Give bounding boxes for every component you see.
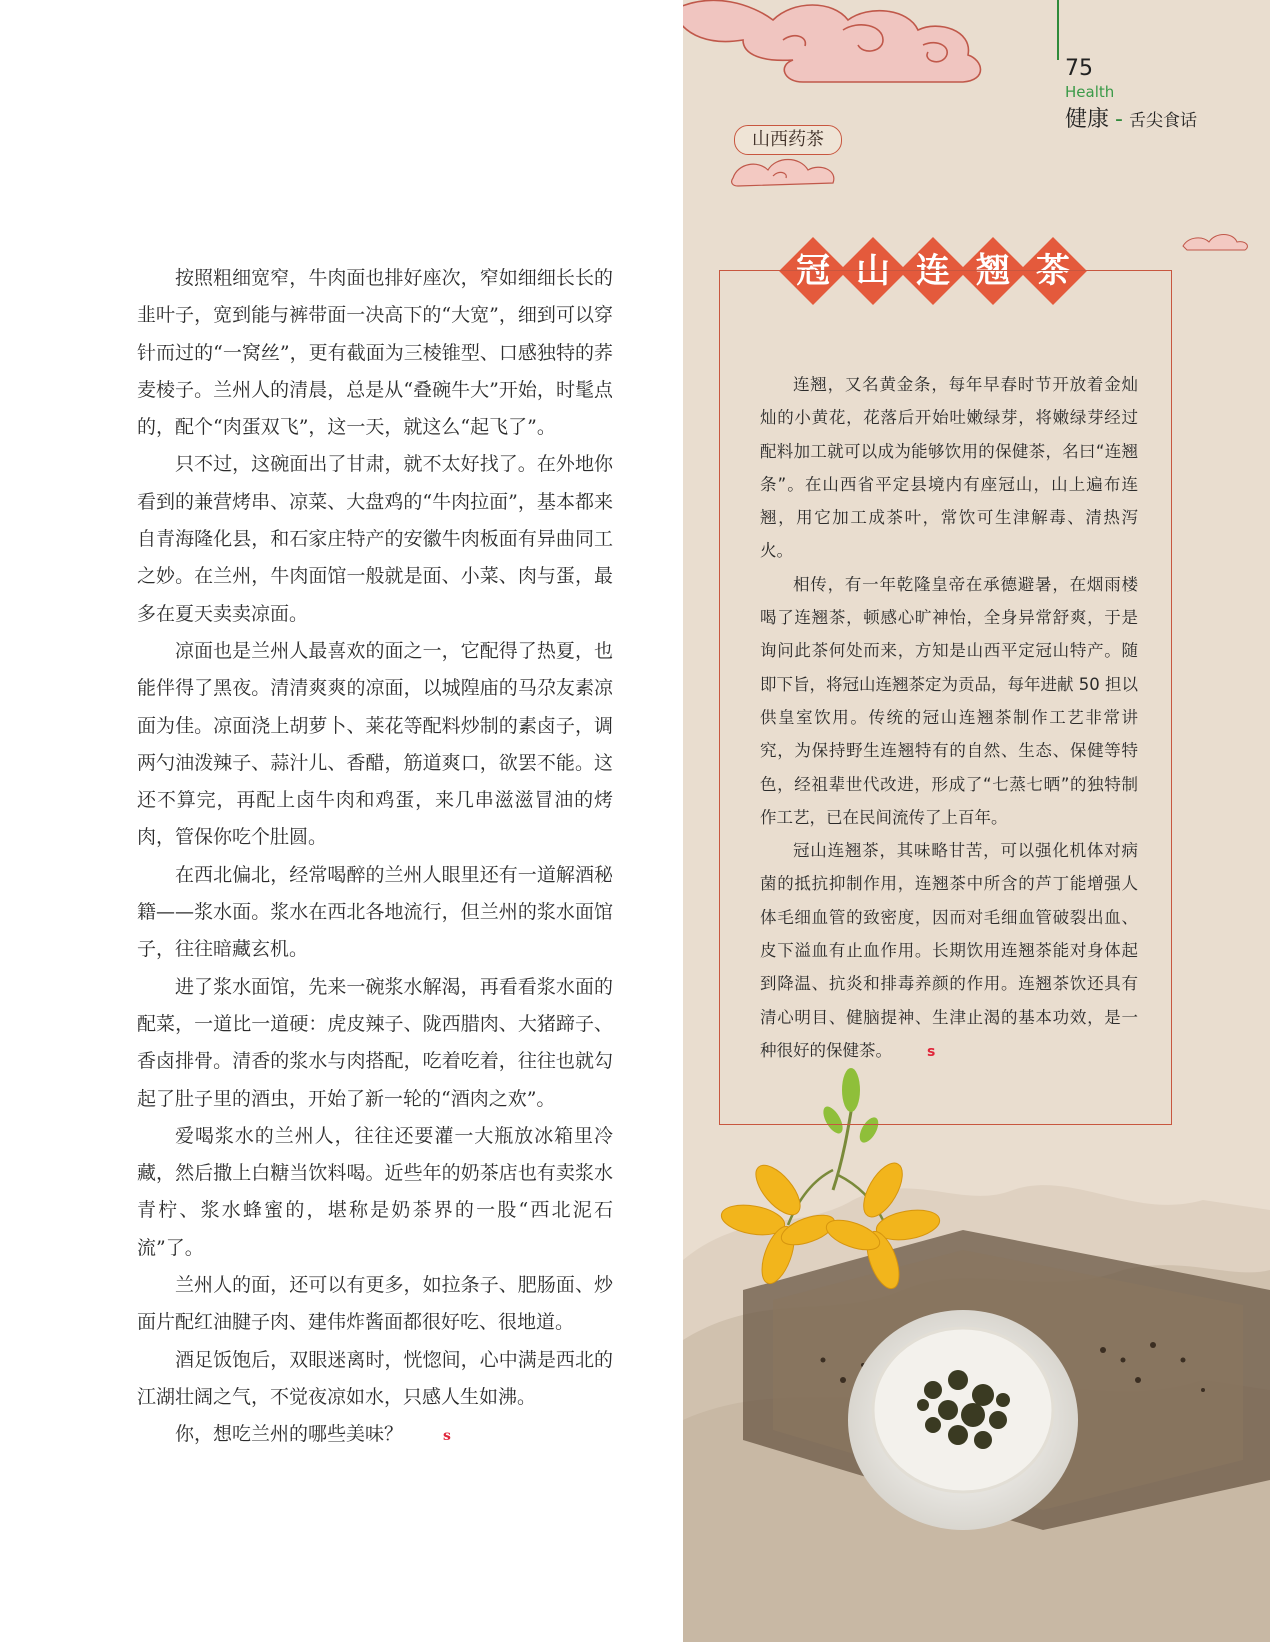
title-char: 冠 xyxy=(796,251,830,291)
box-end-mark-icon: s xyxy=(927,1043,936,1060)
box-paragraph: 连翘，又名黄金条，每年早春时节开放着金灿灿的小黄花，花落后开始吐嫩绿芽，将嫩绿芽经过配料加工就可以成为能够饮用的保健茶，名曰“连翘条”。在山西省平定县境内有座冠山，山上遍布连翘，用它加工成茶叶，常饮可生津解毒、清热泻火。 xyxy=(760,375,1138,561)
feature-box-text xyxy=(760,368,1138,1069)
article-paragraph: 进了浆水面馆，先来一碗浆水解渴，再看看浆水面的配菜，一道比一道硬：虎皮辣子、陇西腊肉、大猪蹄子、香卤排骨。清香的浆水与肉搭配，吃着吃着，往往也就勾起了肚子里的酒虫，开始了新一轮的“酒肉之欢”。 xyxy=(137,975,613,1110)
section-title-en: Health xyxy=(1065,83,1115,101)
section-title-zh: 健康 xyxy=(1065,107,1110,132)
article-paragraph-last xyxy=(137,1416,613,1455)
end-mark-icon: s xyxy=(443,1428,451,1445)
box-paragraph: 相传，有一年乾隆皇帝在承德避暑，在烟雨楼喝了连翘茶，顿感心旷神怡，全身异常舒爽，于是询问此茶何处而来，方知是山西平定冠山特产。随即下旨，将冠山连翘茶定为贡品，每年进献 50 担以供皇室饮用。传统的冠山连翘茶制作工艺非常讲究，为保持野生连翘特有的自然、生态、保健等特色，经祖辈世代改进，形成了“七蒸七晒”的独特制作工艺，已在民间流传了上百年。 xyxy=(760,574,1138,827)
column-tag: 山西药茶 xyxy=(734,125,842,155)
article-closing-line: 你，想吃兰州的哪些美味？ xyxy=(175,1423,404,1446)
title-char: 连 xyxy=(916,251,950,291)
article-paragraph: 只不过，这碗面出了甘肃，就不太好找了。在外地你看到的兼营烤串、凉菜、大盘鸡的“牛肉拉面”，基本都来自青海隆化县，和石家庄特产的安徽牛肉板面有异曲同工之妙。在兰州，牛肉面馆一般就是面、小菜、肉与蛋，最多在夏天卖卖凉面。 xyxy=(137,453,613,625)
title-char: 茶 xyxy=(1036,251,1070,291)
section-title xyxy=(1065,102,1197,133)
cloud-right-icon xyxy=(1181,228,1251,253)
article-body xyxy=(137,260,613,1456)
title-char: 山 xyxy=(856,251,890,291)
title-char: 翘 xyxy=(976,251,1010,291)
article-paragraph: 凉面也是兰州人最喜欢的面之一，它配得了热夏，也能伴得了黑夜。清清爽爽的凉面，以城隍庙的马尕友素凉面为佳。凉面浇上胡萝卜、莱花等配料炒制的素卤子，调两勺油泼辣子、蒜汁儿、香醋，筋道爽口，欲罢不能。这还不算完，再配上卤牛肉和鸡蛋，来几串滋滋冒油的烤肉，管保你吃个肚圆。 xyxy=(137,639,613,849)
article-paragraph: 在西北偏北，经常喝醉的兰州人眼里还有一道解酒秘籍——浆水面。浆水在西北各地流行，但兰州的浆水面馆子，往往暗藏玄机。 xyxy=(137,863,613,961)
section-subtitle: 舌尖食话 xyxy=(1128,111,1197,131)
article-paragraph: 按照粗细宽窄，牛肉面也排好座次，窄如细细长长的韭叶子，宽到能与裤带面一决高下的“大宽”，细到可以穿针而过的“一窝丝”，更有截面为三棱锥型、口感独特的荞麦棱子。兰州人的清晨，总是从“叠碗牛大”开始，时髦点的，配个“肉蛋双飞”，这一天，就这么“起飞了”。 xyxy=(137,267,613,439)
page-number: 75 xyxy=(1065,56,1093,81)
article-paragraph: 兰州人的面，还可以有更多，如拉条子、肥肠面、炒面片配红油腱子肉、建伟炸酱面都很好吃、很地道。 xyxy=(137,1274,613,1334)
tea-illustration xyxy=(683,1060,1270,1642)
box-paragraph-last xyxy=(760,834,1138,1069)
article-paragraph: 酒足饭饱后，双眼迷离时，恍惚间，心中满是西北的江湖壮阔之气，不觉夜凉如水，只感人生如沸。 xyxy=(137,1348,613,1408)
box-closing-text: 冠山连翘茶，其味略甘苦，可以强化机体对病菌的抵抗抑制作用，连翘茶中所含的芦丁能增强人体毛细血管的致密度，因而对毛细血管破裂出血、皮下溢血有止血作用。长期饮用连翘茶能对身体起到降温、抗炎和排毒养颜的作用。连翘茶饮还具有清心明目、健脑提神、生津止渴的基本功效，是一种很好的保健茶。 xyxy=(760,841,1138,1060)
section-dash: - xyxy=(1115,107,1123,132)
header-rule xyxy=(1057,0,1059,60)
cloud-top-icon xyxy=(683,0,1073,90)
article-paragraph: 爱喝浆水的兰州人，往往还要灌一大瓶放冰箱里冷藏，然后撒上白糖当饮料喝。近些年的奶茶店也有卖浆水青柠、浆水蜂蜜的，堪称是奶茶界的一股“西北泥石流”了。 xyxy=(137,1124,613,1259)
